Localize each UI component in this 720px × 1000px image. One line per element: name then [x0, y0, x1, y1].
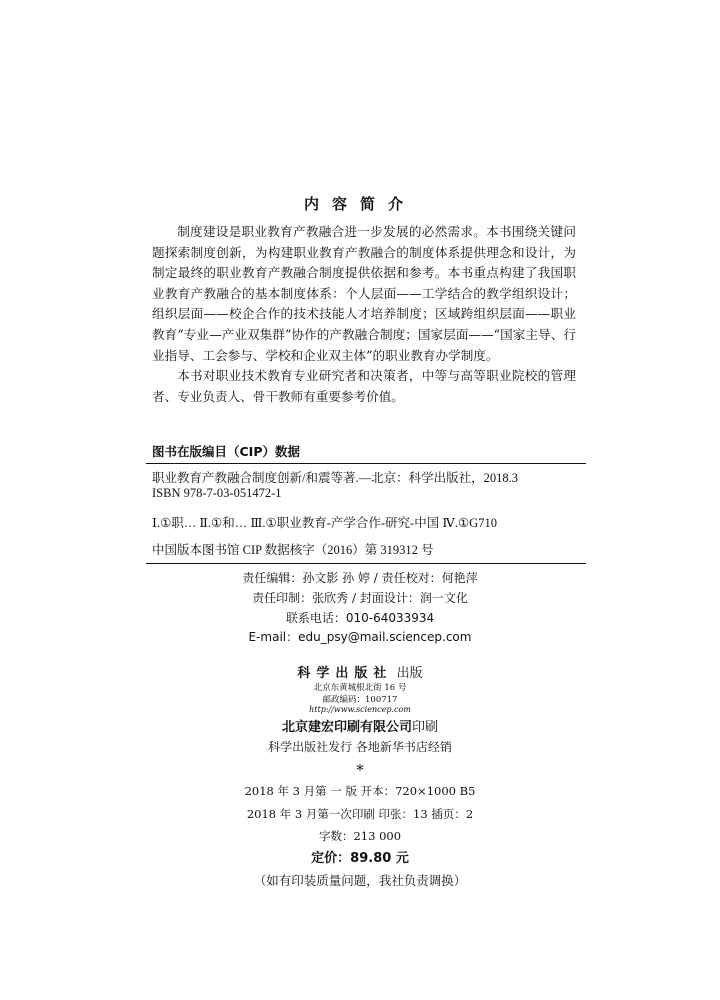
cip-classification: Ⅰ.①职… Ⅱ.①和… Ⅲ.①职业教育-产学合作-研究-中国 Ⅳ.①G710: [152, 516, 497, 530]
publisher-line: [0, 662, 720, 681]
summary-paragraph: 制度建设是职业教育产教融合进一步发展的必然需求。本书围绕关键问题探索制度创新，为构建职业教育产教融合的制度体系提供理念和设计，为制定最终的职业教育产教融合制度提供依据和参考。本书重点构建了我国职业教育产教融合的基本制度体系：个人层面——工学结合的教学组织设计；组织层面——校企合作的技术技能人才培养制度；区域跨组织层面——职业教育“专业—产业双集群”协作的产教融合制度；国家层面——“国家主导、行业指导、工会参与、学校和企业双主体”的职业教育办学制度。: [152, 224, 576, 363]
publisher-address: 北京东黄城根北街 16 号: [313, 683, 407, 693]
contact-email: E-mail：edu_psy@mail.sciencep.com: [248, 630, 472, 644]
summary-body: [152, 222, 576, 407]
cip-top-rule: [146, 463, 586, 464]
cip-number: 中国版本图书馆 CIP 数据核字（2016）第 319312 号: [152, 543, 434, 557]
publisher-website: http://www.sciencep.com: [309, 705, 411, 714]
distribution-line: 科学出版社发行 各地新华书店经销: [268, 740, 452, 754]
edition-line: 2018 年 3 月第 一 版 开本：720×1000 B5: [244, 784, 476, 798]
cip-label: 图书在版编目（CIP）数据: [152, 444, 300, 459]
price: 定价：89.80 元: [311, 851, 409, 866]
publisher-postcode: 邮政编码：100717: [322, 695, 398, 705]
printer-line: [0, 716, 720, 735]
cip-bottom-rule: [146, 563, 586, 564]
cip-isbn: ISBN 978-7-03-051472-1: [152, 486, 282, 500]
printer-suffix: 印刷: [412, 720, 439, 735]
printer-name: 北京建宏印刷有限公司: [281, 720, 412, 735]
word-count: 字数：213 000: [318, 829, 402, 843]
publisher-suffix: 出版: [396, 666, 423, 681]
publisher-name: 科学出版社: [297, 666, 393, 681]
credit-printing: 责任印制：张欣秀 / 封面设计：润一文化: [252, 591, 468, 605]
quality-note: （如有印装质量问题，我社负责调换）: [253, 873, 467, 888]
cip-title-line: 职业教育产教融合制度创新/和震等著.—北京：科学出版社，2018.3: [152, 471, 518, 485]
summary-title: 内容简介: [303, 195, 416, 213]
summary-paragraph: 本书对职业技术教育专业研究者和决策者，中等与高等职业院校的管理者、专业负责人、骨干教师有重要参考价值。: [152, 368, 576, 404]
credit-editors: 责任编辑：孙文影 孙 婷 / 责任校对：何艳萍: [242, 571, 478, 585]
impression-line: 2018 年 3 月第一次印刷 印张：13 插页：2: [246, 807, 474, 821]
contact-phone: 联系电话：010-64033934: [285, 611, 435, 625]
separator-star: *: [356, 761, 364, 779]
